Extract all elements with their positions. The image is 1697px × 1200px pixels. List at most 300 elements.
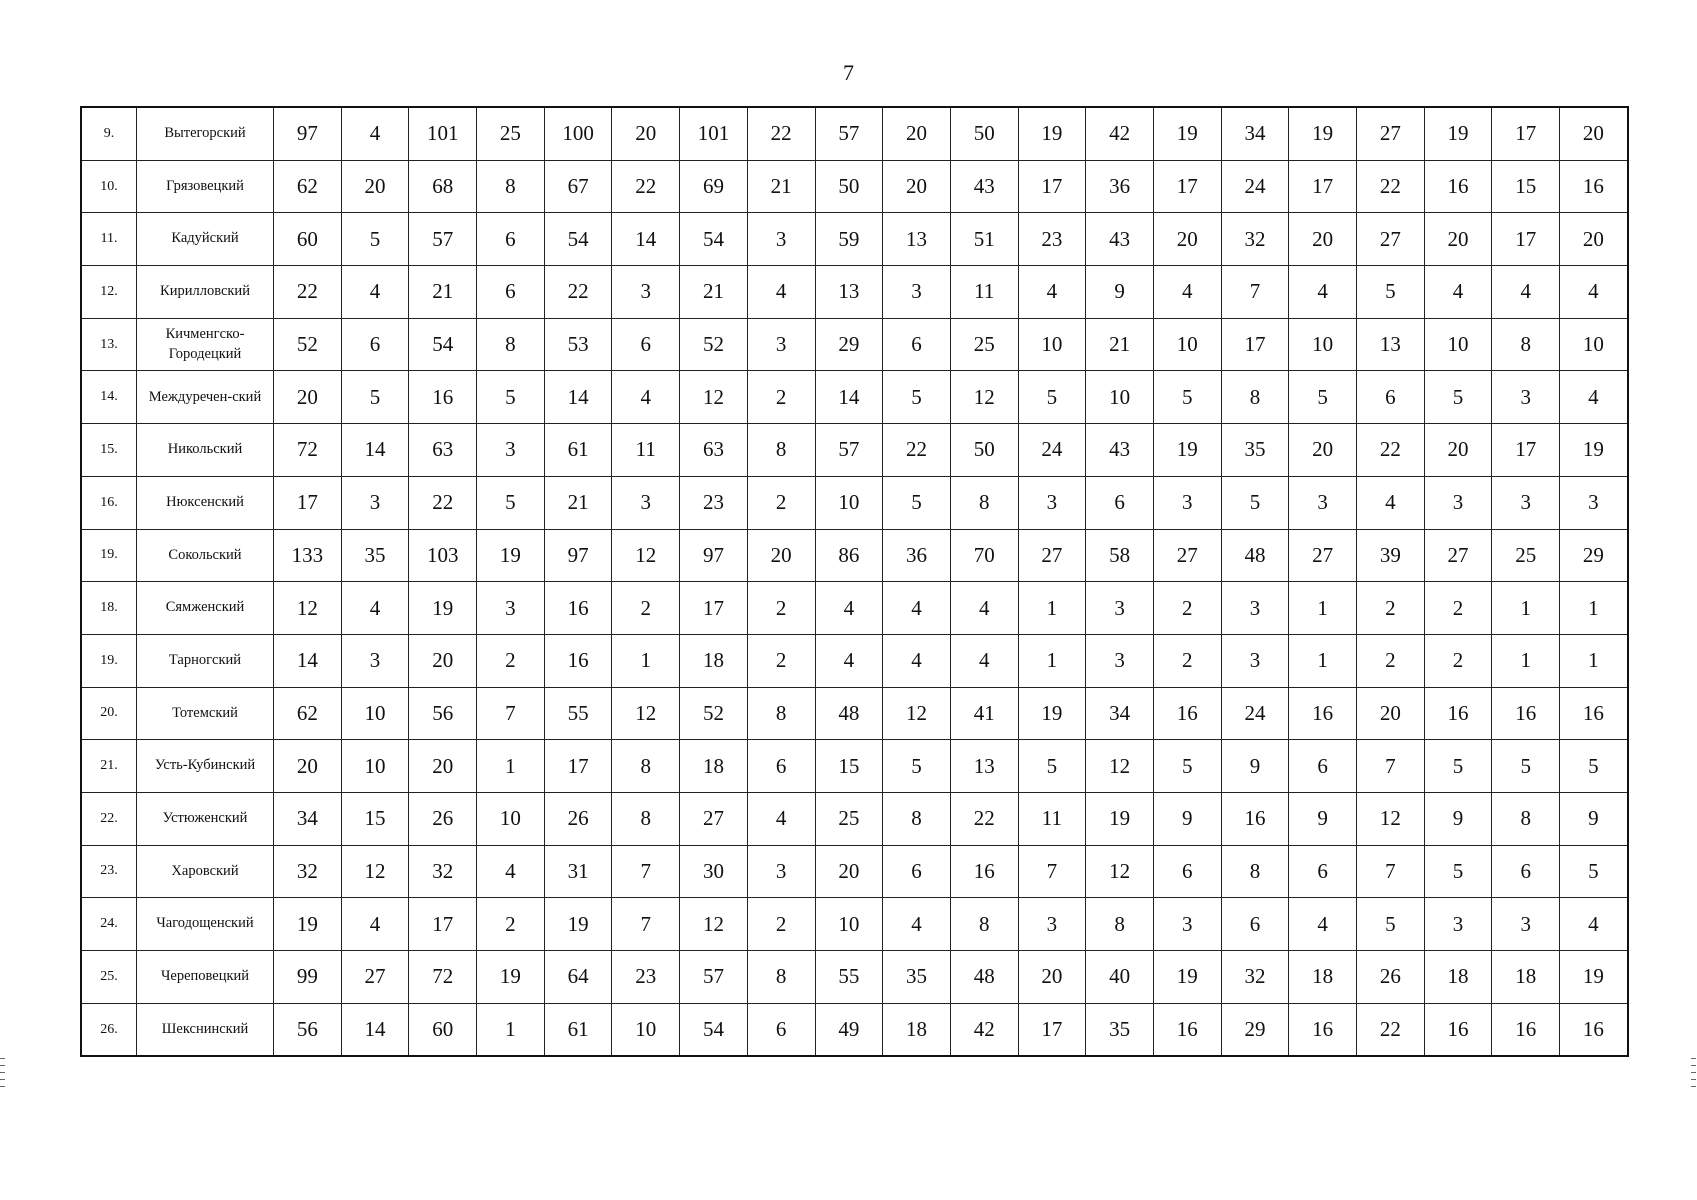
value-cell: 16: [1289, 1003, 1357, 1056]
value-cell: 8: [747, 951, 815, 1004]
row-number-cell: 23.: [81, 845, 137, 898]
value-cell: 18: [1492, 951, 1560, 1004]
value-cell: 8: [612, 792, 680, 845]
value-cell: 5: [883, 740, 951, 793]
value-cell: 25: [815, 792, 883, 845]
value-cell: 9: [1221, 740, 1289, 793]
value-cell: 1: [612, 634, 680, 687]
value-cell: 14: [544, 371, 612, 424]
value-cell: 16: [1153, 1003, 1221, 1056]
row-number-cell: 13.: [81, 318, 137, 371]
scan-edge-marks-right: [1691, 1058, 1697, 1098]
value-cell: 17: [1153, 160, 1221, 213]
value-cell: 4: [341, 898, 409, 951]
value-cell: 4: [612, 371, 680, 424]
value-cell: 17: [1492, 107, 1560, 160]
value-cell: 101: [680, 107, 748, 160]
value-cell: 15: [341, 792, 409, 845]
value-cell: 19: [409, 582, 477, 635]
row-number-cell: 22.: [81, 792, 137, 845]
value-cell: 10: [1086, 371, 1154, 424]
value-cell: 18: [1289, 951, 1357, 1004]
value-cell: 1: [1560, 634, 1628, 687]
value-cell: 17: [1492, 213, 1560, 266]
value-cell: 4: [1560, 266, 1628, 319]
value-cell: 27: [1018, 529, 1086, 582]
value-cell: 11: [950, 266, 1018, 319]
value-cell: 2: [1357, 582, 1425, 635]
value-cell: 5: [1560, 845, 1628, 898]
value-cell: 27: [1424, 529, 1492, 582]
value-cell: 43: [950, 160, 1018, 213]
table-row: [81, 792, 1628, 845]
value-cell: 57: [815, 424, 883, 477]
value-cell: 4: [1424, 266, 1492, 319]
row-number-cell: 16.: [81, 476, 137, 529]
value-cell: 19: [1018, 107, 1086, 160]
value-cell: 27: [1289, 529, 1357, 582]
value-cell: 15: [1492, 160, 1560, 213]
value-cell: 20: [1289, 213, 1357, 266]
value-cell: 6: [747, 1003, 815, 1056]
value-cell: 64: [544, 951, 612, 1004]
value-cell: 12: [1357, 792, 1425, 845]
value-cell: 22: [1357, 424, 1425, 477]
value-cell: 5: [1424, 740, 1492, 793]
value-cell: 48: [1221, 529, 1289, 582]
value-cell: 4: [883, 634, 951, 687]
value-cell: 9: [1086, 266, 1154, 319]
value-cell: 9: [1153, 792, 1221, 845]
value-cell: 5: [1018, 371, 1086, 424]
value-cell: 3: [341, 634, 409, 687]
page-number: 7: [843, 60, 854, 85]
value-cell: 55: [544, 687, 612, 740]
row-number-cell: 15.: [81, 424, 137, 477]
value-cell: 4: [341, 107, 409, 160]
value-cell: 7: [612, 898, 680, 951]
value-cell: 133: [274, 529, 342, 582]
value-cell: 4: [1289, 898, 1357, 951]
value-cell: 6: [1153, 845, 1221, 898]
value-cell: 5: [883, 371, 951, 424]
value-cell: 19: [477, 951, 545, 1004]
value-cell: 54: [544, 213, 612, 266]
value-cell: 20: [815, 845, 883, 898]
value-cell: 10: [1018, 318, 1086, 371]
value-cell: 19: [1424, 107, 1492, 160]
value-cell: 6: [883, 845, 951, 898]
value-cell: 8: [950, 476, 1018, 529]
value-cell: 3: [747, 213, 815, 266]
value-cell: 16: [544, 634, 612, 687]
table-row: [81, 424, 1628, 477]
value-cell: 6: [1492, 845, 1560, 898]
row-number-cell: 10.: [81, 160, 137, 213]
row-number-cell: 19.: [81, 634, 137, 687]
value-cell: 8: [883, 792, 951, 845]
value-cell: 50: [815, 160, 883, 213]
value-cell: 54: [409, 318, 477, 371]
value-cell: 52: [680, 318, 748, 371]
value-cell: 4: [1289, 266, 1357, 319]
value-cell: 21: [680, 266, 748, 319]
value-cell: 25: [477, 107, 545, 160]
value-cell: 20: [1560, 107, 1628, 160]
value-cell: 4: [341, 266, 409, 319]
value-cell: 35: [341, 529, 409, 582]
value-cell: 20: [747, 529, 815, 582]
value-cell: 41: [950, 687, 1018, 740]
value-cell: 16: [1560, 1003, 1628, 1056]
value-cell: 5: [1424, 371, 1492, 424]
row-number-cell: 21.: [81, 740, 137, 793]
value-cell: 22: [274, 266, 342, 319]
value-cell: 63: [409, 424, 477, 477]
value-cell: 6: [477, 266, 545, 319]
value-cell: 3: [341, 476, 409, 529]
value-cell: 70: [950, 529, 1018, 582]
value-cell: 43: [1086, 213, 1154, 266]
value-cell: 8: [1086, 898, 1154, 951]
value-cell: 12: [612, 687, 680, 740]
row-number-cell: 20.: [81, 687, 137, 740]
value-cell: 17: [1492, 424, 1560, 477]
value-cell: 10: [1153, 318, 1221, 371]
value-cell: 16: [1560, 160, 1628, 213]
value-cell: 16: [1492, 1003, 1560, 1056]
value-cell: 7: [1357, 845, 1425, 898]
value-cell: 22: [612, 160, 680, 213]
value-cell: 42: [950, 1003, 1018, 1056]
value-cell: 103: [409, 529, 477, 582]
district-name-cell: Вытегорский: [137, 107, 274, 160]
value-cell: 16: [544, 582, 612, 635]
table-row: [81, 371, 1628, 424]
table-row: [81, 898, 1628, 951]
value-cell: 1: [1492, 582, 1560, 635]
value-cell: 22: [747, 107, 815, 160]
value-cell: 60: [409, 1003, 477, 1056]
value-cell: 20: [1357, 687, 1425, 740]
table-row: [81, 476, 1628, 529]
value-cell: 13: [883, 213, 951, 266]
value-cell: 22: [950, 792, 1018, 845]
value-cell: 5: [1289, 371, 1357, 424]
value-cell: 62: [274, 687, 342, 740]
value-cell: 11: [612, 424, 680, 477]
value-cell: 86: [815, 529, 883, 582]
value-cell: 51: [950, 213, 1018, 266]
row-number-cell: 19.: [81, 529, 137, 582]
value-cell: 16: [1289, 687, 1357, 740]
value-cell: 2: [612, 582, 680, 635]
value-cell: 10: [341, 687, 409, 740]
value-cell: 3: [1086, 634, 1154, 687]
value-cell: 3: [1424, 898, 1492, 951]
value-cell: 3: [1153, 898, 1221, 951]
value-cell: 6: [341, 318, 409, 371]
value-cell: 16: [1492, 687, 1560, 740]
value-cell: 20: [1153, 213, 1221, 266]
value-cell: 19: [477, 529, 545, 582]
value-cell: 12: [1086, 845, 1154, 898]
value-cell: 61: [544, 424, 612, 477]
value-cell: 17: [274, 476, 342, 529]
value-cell: 7: [1357, 740, 1425, 793]
value-cell: 8: [950, 898, 1018, 951]
value-cell: 6: [1289, 845, 1357, 898]
table-row: [81, 160, 1628, 213]
row-number-cell: 11.: [81, 213, 137, 266]
value-cell: 20: [1424, 424, 1492, 477]
table-row: [81, 266, 1628, 319]
value-cell: 17: [1018, 1003, 1086, 1056]
value-cell: 24: [1221, 687, 1289, 740]
value-cell: 27: [1357, 107, 1425, 160]
value-cell: 4: [1357, 476, 1425, 529]
value-cell: 63: [680, 424, 748, 477]
value-cell: 16: [1424, 687, 1492, 740]
value-cell: 61: [544, 1003, 612, 1056]
value-cell: 50: [950, 107, 1018, 160]
value-cell: 23: [1018, 213, 1086, 266]
value-cell: 16: [1153, 687, 1221, 740]
value-cell: 16: [409, 371, 477, 424]
value-cell: 3: [883, 266, 951, 319]
value-cell: 6: [1221, 898, 1289, 951]
value-cell: 25: [950, 318, 1018, 371]
value-cell: 34: [1221, 107, 1289, 160]
value-cell: 5: [341, 371, 409, 424]
row-number-cell: 14.: [81, 371, 137, 424]
value-cell: 19: [1153, 107, 1221, 160]
value-cell: 10: [341, 740, 409, 793]
value-cell: 34: [274, 792, 342, 845]
value-cell: 16: [1424, 160, 1492, 213]
value-cell: 35: [883, 951, 951, 1004]
value-cell: 17: [544, 740, 612, 793]
value-cell: 13: [815, 266, 883, 319]
value-cell: 8: [612, 740, 680, 793]
value-cell: 5: [1153, 740, 1221, 793]
value-cell: 3: [1492, 371, 1560, 424]
district-name-cell: Харовский: [137, 845, 274, 898]
value-cell: 12: [950, 371, 1018, 424]
value-cell: 3: [612, 476, 680, 529]
district-name-cell: Кичменгско-Городецкий: [137, 318, 274, 371]
row-number-cell: 9.: [81, 107, 137, 160]
value-cell: 10: [815, 476, 883, 529]
district-name-cell: Кирилловский: [137, 266, 274, 319]
value-cell: 62: [274, 160, 342, 213]
value-cell: 5: [1153, 371, 1221, 424]
district-name-cell: Тарногский: [137, 634, 274, 687]
value-cell: 14: [612, 213, 680, 266]
value-cell: 4: [950, 634, 1018, 687]
table-body: [81, 107, 1628, 1056]
value-cell: 19: [544, 898, 612, 951]
value-cell: 4: [1560, 898, 1628, 951]
value-cell: 22: [409, 476, 477, 529]
value-cell: 19: [1560, 951, 1628, 1004]
value-cell: 21: [544, 476, 612, 529]
row-number-cell: 18.: [81, 582, 137, 635]
value-cell: 68: [409, 160, 477, 213]
value-cell: 20: [1289, 424, 1357, 477]
value-cell: 99: [274, 951, 342, 1004]
value-cell: 3: [1153, 476, 1221, 529]
value-cell: 1: [1018, 634, 1086, 687]
value-cell: 3: [1221, 582, 1289, 635]
value-cell: 53: [544, 318, 612, 371]
value-cell: 16: [950, 845, 1018, 898]
value-cell: 4: [883, 898, 951, 951]
value-cell: 12: [883, 687, 951, 740]
value-cell: 6: [1086, 476, 1154, 529]
table-row: [81, 687, 1628, 740]
value-cell: 3: [612, 266, 680, 319]
value-cell: 3: [1492, 898, 1560, 951]
value-cell: 50: [950, 424, 1018, 477]
value-cell: 34: [1086, 687, 1154, 740]
value-cell: 4: [815, 582, 883, 635]
value-cell: 14: [341, 1003, 409, 1056]
value-cell: 7: [612, 845, 680, 898]
value-cell: 49: [815, 1003, 883, 1056]
value-cell: 2: [747, 476, 815, 529]
value-cell: 4: [883, 582, 951, 635]
value-cell: 101: [409, 107, 477, 160]
value-cell: 12: [680, 898, 748, 951]
value-cell: 29: [1221, 1003, 1289, 1056]
value-cell: 40: [1086, 951, 1154, 1004]
value-cell: 42: [1086, 107, 1154, 160]
value-cell: 18: [680, 740, 748, 793]
value-cell: 18: [883, 1003, 951, 1056]
value-cell: 3: [477, 424, 545, 477]
value-cell: 27: [1357, 213, 1425, 266]
district-name-cell: Нюксенский: [137, 476, 274, 529]
value-cell: 32: [274, 845, 342, 898]
table-row: [81, 634, 1628, 687]
value-cell: 20: [612, 107, 680, 160]
value-cell: 12: [612, 529, 680, 582]
district-name-cell: Сокольский: [137, 529, 274, 582]
row-number-cell: 25.: [81, 951, 137, 1004]
value-cell: 3: [747, 318, 815, 371]
value-cell: 9: [1424, 792, 1492, 845]
district-data-table: [80, 106, 1629, 1057]
value-cell: 21: [747, 160, 815, 213]
value-cell: 24: [1018, 424, 1086, 477]
value-cell: 8: [1221, 371, 1289, 424]
value-cell: 18: [1424, 951, 1492, 1004]
table-row: [81, 740, 1628, 793]
value-cell: 30: [680, 845, 748, 898]
value-cell: 20: [883, 107, 951, 160]
value-cell: 8: [1492, 318, 1560, 371]
value-cell: 3: [747, 845, 815, 898]
value-cell: 4: [1018, 266, 1086, 319]
value-cell: 19: [1289, 107, 1357, 160]
table-row: [81, 845, 1628, 898]
value-cell: 12: [274, 582, 342, 635]
value-cell: 14: [341, 424, 409, 477]
value-cell: 1: [1560, 582, 1628, 635]
value-cell: 6: [477, 213, 545, 266]
value-cell: 12: [1086, 740, 1154, 793]
value-cell: 6: [1289, 740, 1357, 793]
value-cell: 13: [1357, 318, 1425, 371]
value-cell: 5: [1560, 740, 1628, 793]
value-cell: 36: [883, 529, 951, 582]
value-cell: 14: [274, 634, 342, 687]
value-cell: 2: [747, 582, 815, 635]
value-cell: 4: [1560, 371, 1628, 424]
value-cell: 16: [1560, 687, 1628, 740]
value-cell: 55: [815, 951, 883, 1004]
value-cell: 20: [1018, 951, 1086, 1004]
value-cell: 8: [477, 160, 545, 213]
value-cell: 17: [1018, 160, 1086, 213]
value-cell: 20: [409, 634, 477, 687]
value-cell: 2: [477, 634, 545, 687]
value-cell: 8: [1492, 792, 1560, 845]
value-cell: 5: [1492, 740, 1560, 793]
value-cell: 5: [1424, 845, 1492, 898]
value-cell: 19: [1018, 687, 1086, 740]
value-cell: 58: [1086, 529, 1154, 582]
value-cell: 1: [1289, 582, 1357, 635]
value-cell: 16: [1424, 1003, 1492, 1056]
value-cell: 5: [1357, 266, 1425, 319]
table-row: [81, 318, 1628, 371]
value-cell: 2: [747, 371, 815, 424]
value-cell: 29: [1560, 529, 1628, 582]
value-cell: 19: [274, 898, 342, 951]
district-name-cell: Междуречен-ский: [137, 371, 274, 424]
value-cell: 27: [1153, 529, 1221, 582]
district-name-cell: Никольский: [137, 424, 274, 477]
value-cell: 4: [747, 266, 815, 319]
value-cell: 6: [747, 740, 815, 793]
value-cell: 2: [477, 898, 545, 951]
value-cell: 43: [1086, 424, 1154, 477]
value-cell: 1: [477, 1003, 545, 1056]
value-cell: 35: [1086, 1003, 1154, 1056]
value-cell: 1: [1492, 634, 1560, 687]
value-cell: 36: [1086, 160, 1154, 213]
value-cell: 25: [1492, 529, 1560, 582]
value-cell: 39: [1357, 529, 1425, 582]
value-cell: 56: [409, 687, 477, 740]
value-cell: 1: [1018, 582, 1086, 635]
value-cell: 19: [1086, 792, 1154, 845]
value-cell: 22: [883, 424, 951, 477]
value-cell: 19: [1560, 424, 1628, 477]
table-row: [81, 1003, 1628, 1056]
value-cell: 97: [544, 529, 612, 582]
value-cell: 27: [680, 792, 748, 845]
value-cell: 3: [1560, 476, 1628, 529]
value-cell: 32: [409, 845, 477, 898]
value-cell: 24: [1221, 160, 1289, 213]
value-cell: 7: [1018, 845, 1086, 898]
value-cell: 5: [1221, 476, 1289, 529]
value-cell: 1: [477, 740, 545, 793]
value-cell: 4: [815, 634, 883, 687]
